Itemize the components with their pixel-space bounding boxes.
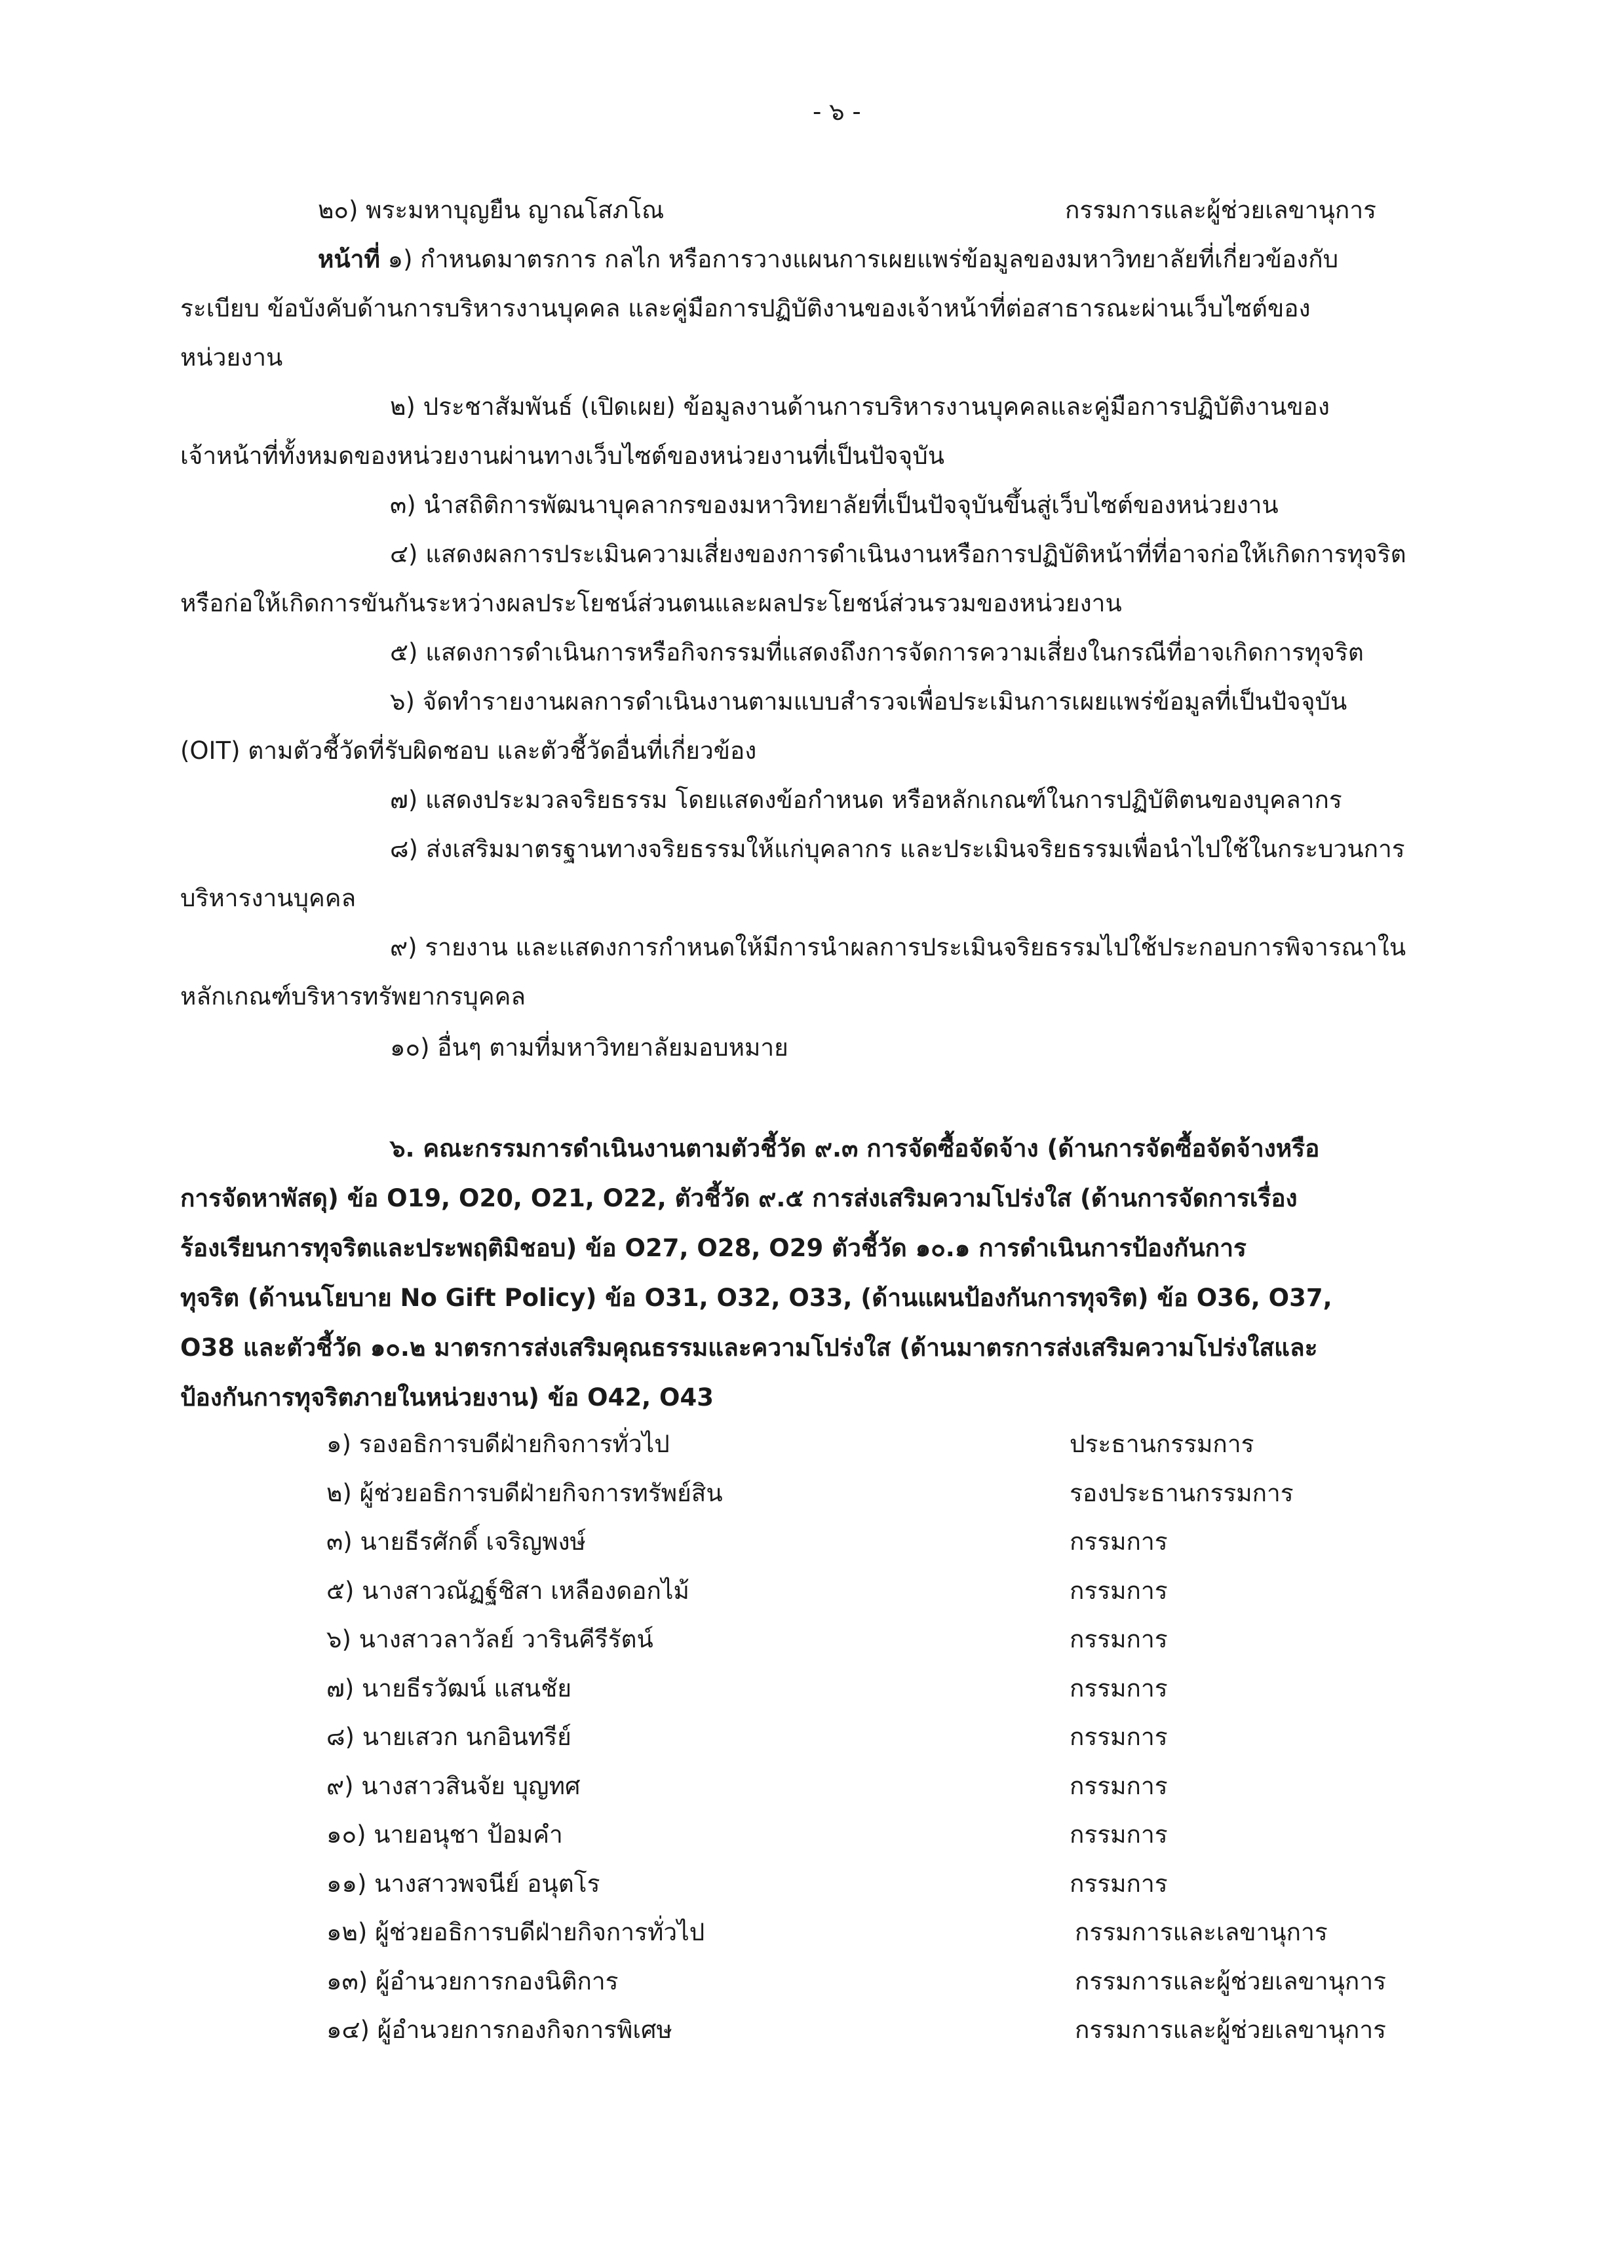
- member-role: กรรมการ: [1070, 1820, 1168, 1849]
- member-name: ๙) นางสาวสินจัย บุญทศ: [326, 1772, 581, 1800]
- duty-line-2: ระเบียบ ข้อบังคับด้านการบริหารงานบุคคล และคู่มือการปฏิบัติงานของเจ้าหน้าที่ต่อสาธารณะผ่านเว็บไซต์ของ: [180, 294, 1311, 322]
- member-role: ประธานกรรมการ: [1070, 1430, 1254, 1458]
- member-role: กรรมการ: [1070, 1870, 1168, 1898]
- duty-line-15: ๙) รายงาน และแสดงการกำหนดให้มีการนำผลการประเมินจริยธรรมไปใช้ประกอบการพิจารณาใน: [390, 933, 1406, 961]
- duty-line-13: ๘) ส่งเสริมมาตรฐานทางจริยธรรมให้แก่บุคลากร และประเมินจริยธรรมเพื่อนำไปใช้ในกระบวนการ: [390, 835, 1405, 863]
- member-name: ๑๒) ผู้ช่วยอธิการบดีฝ่ายกิจการทั่วไป: [326, 1918, 705, 1946]
- duty-line-4: ๒) ประชาสัมพันธ์ (เปิดเผย) ข้อมูลงานด้านการบริหารงานบุคคลและคู่มือการปฏิบัติงานของ: [390, 393, 1330, 421]
- section-6-heading-line-4: ทุจริต (ด้านนโยบาย No Gift Policy) ข้อ O31, O32, O33, (ด้านแผนป้องกันการทุจริต) ข้อ O36, O37,: [180, 1284, 1332, 1312]
- member-name: ๑) รองอธิการบดีฝ่ายกิจการทั่วไป: [326, 1430, 670, 1458]
- member-role: กรรมการและเลขานุการ: [1075, 1918, 1328, 1946]
- duty-line-1: [318, 246, 1338, 274]
- member-20-name: ๒๐) พระมหาบุญยืน ญาณโสภโณ: [318, 196, 665, 224]
- duty-line-3: หน่วยงาน: [180, 343, 283, 372]
- duty-line-16: หลักเกณฑ์บริหารทรัพยากรบุคคล: [180, 982, 526, 1010]
- member-20-role: กรรมการและผู้ช่วยเลขานุการ: [1065, 196, 1376, 224]
- member-role: กรรมการ: [1070, 1674, 1168, 1702]
- member-name: ๘) นายเสวก นกอินทรีย์: [326, 1723, 571, 1751]
- section-6-heading-line-1: ๖. คณะกรรมการดำเนินงานตามตัวชี้วัด ๙.๓ การจัดซื้อจัดจ้าง (ด้านการจัดซื้อจัดจ้างหรือ: [390, 1134, 1320, 1163]
- member-role: กรรมการ: [1070, 1625, 1168, 1653]
- duty-heading: หน้าที่: [318, 245, 380, 273]
- section-6-heading-line-5: O38 และตัวชี้วัด ๑๐.๒ มาตรการส่งเสริมคุณธรรมและความโปร่งใส (ด้านมาตรการส่งเสริมความโปร่งใสและ: [180, 1334, 1318, 1362]
- duty-line-9: ๕) แสดงการดำเนินการหรือกิจกรรมที่แสดงถึงการจัดการความเสี่ยงในกรณีที่อาจเกิดการทุจริต: [390, 638, 1364, 666]
- duty-line-7: ๔) แสดงผลการประเมินความเสี่ยงของการดำเนินงานหรือการปฏิบัติหน้าที่ที่อาจก่อให้เกิดการทุจริต: [390, 540, 1406, 568]
- member-name: ๕) นางสาวณัฏฐ์ชิสา เหลืองดอกไม้: [326, 1577, 689, 1605]
- duty-line-5: เจ้าหน้าที่ทั้งหมดของหน่วยงานผ่านทางเว็บไซต์ของหน่วยงานที่เป็นปัจจุบัน: [180, 442, 945, 470]
- duty-line-1-text: ๑) กำหนดมาตรการ กลไก หรือการวางแผนการเผยแพร่ข้อมูลของมหาวิทยาลัยที่เกี่ยวข้องกับ: [379, 245, 1339, 273]
- member-name: ๑๐) นายอนุชา ป้อมคำ: [326, 1820, 563, 1849]
- duty-line-14: บริหารงานบุคคล: [180, 884, 357, 912]
- member-role: กรรมการ: [1070, 1528, 1168, 1556]
- member-role: กรรมการและผู้ช่วยเลขานุการ: [1075, 1967, 1386, 1995]
- member-name: ๑๔) ผู้อำนวยการกองกิจการพิเศษ: [326, 2016, 672, 2044]
- duty-line-11: (OIT) ตามตัวชี้วัดที่รับผิดชอบ และตัวชี้วัดอื่นที่เกี่ยวข้อง: [180, 737, 757, 765]
- member-name: ๖) นางสาวลาวัลย์ วารินคีรีรัตน์: [326, 1625, 653, 1653]
- member-name: ๑๑) นางสาวพจนีย์ อนุตโร: [326, 1870, 600, 1898]
- duty-line-17: ๑๐) อื่นๆ ตามที่มหาวิทยาลัยมอบหมาย: [390, 1033, 788, 1062]
- section-6-heading-line-3: ร้องเรียนการทุจริตและประพฤติมิชอบ) ข้อ O27, O28, O29 ตัวชี้วัด ๑๐.๑ การดำเนินการป้องกันการ: [180, 1234, 1247, 1262]
- section-6-heading-line-6: ป้องกันการทุจริตภายในหน่วยงาน) ข้อ O42, O43: [180, 1383, 714, 1412]
- member-name: ๗) นายธีรวัฒน์ แสนชัย: [326, 1674, 571, 1702]
- duty-line-10: ๖) จัดทำรายงานผลการดำเนินงานตามแบบสำรวจเพื่อประเมินการเผยแพร่ข้อมูลที่เป็นปัจจุบัน: [390, 687, 1347, 716]
- member-name: ๒) ผู้ช่วยอธิการบดีฝ่ายกิจการทรัพย์สิน: [326, 1479, 723, 1507]
- section-6-heading-line-2: การจัดหาพัสดุ) ข้อ O19, O20, O21, O22, ตัวชี้วัด ๙.๕ การส่งเสริมความโปร่งใส (ด้านการจัดการเรื่อง: [180, 1184, 1298, 1212]
- member-role: กรรมการ: [1070, 1723, 1168, 1751]
- member-role: กรรมการ: [1070, 1772, 1168, 1800]
- member-role: กรรมการ: [1070, 1577, 1168, 1605]
- duty-line-12: ๗) แสดงประมวลจริยธรรม โดยแสดงข้อกำหนด หรือหลักเกณฑ์ในการปฏิบัติตนของบุคลากร: [390, 786, 1342, 814]
- duty-line-8: หรือก่อให้เกิดการขันกันระหว่างผลประโยชน์ส่วนตนและผลประโยชน์ส่วนรวมของหน่วยงาน: [180, 589, 1122, 617]
- member-name: ๑๓) ผู้อำนวยการกองนิติการ: [326, 1967, 619, 1995]
- page-number: - ๖ -: [813, 98, 861, 126]
- duty-line-6: ๓) นำสถิติการพัฒนาบุคลากรของมหาวิทยาลัยที่เป็นปัจจุบันขึ้นสู่เว็บไซต์ของหน่วยงาน: [390, 491, 1279, 519]
- member-role: กรรมการและผู้ช่วยเลขานุการ: [1075, 2016, 1386, 2044]
- member-name: ๓) นายธีรศักดิ์ เจริญพงษ์: [326, 1528, 586, 1556]
- member-role: รองประธานกรรมการ: [1070, 1479, 1294, 1507]
